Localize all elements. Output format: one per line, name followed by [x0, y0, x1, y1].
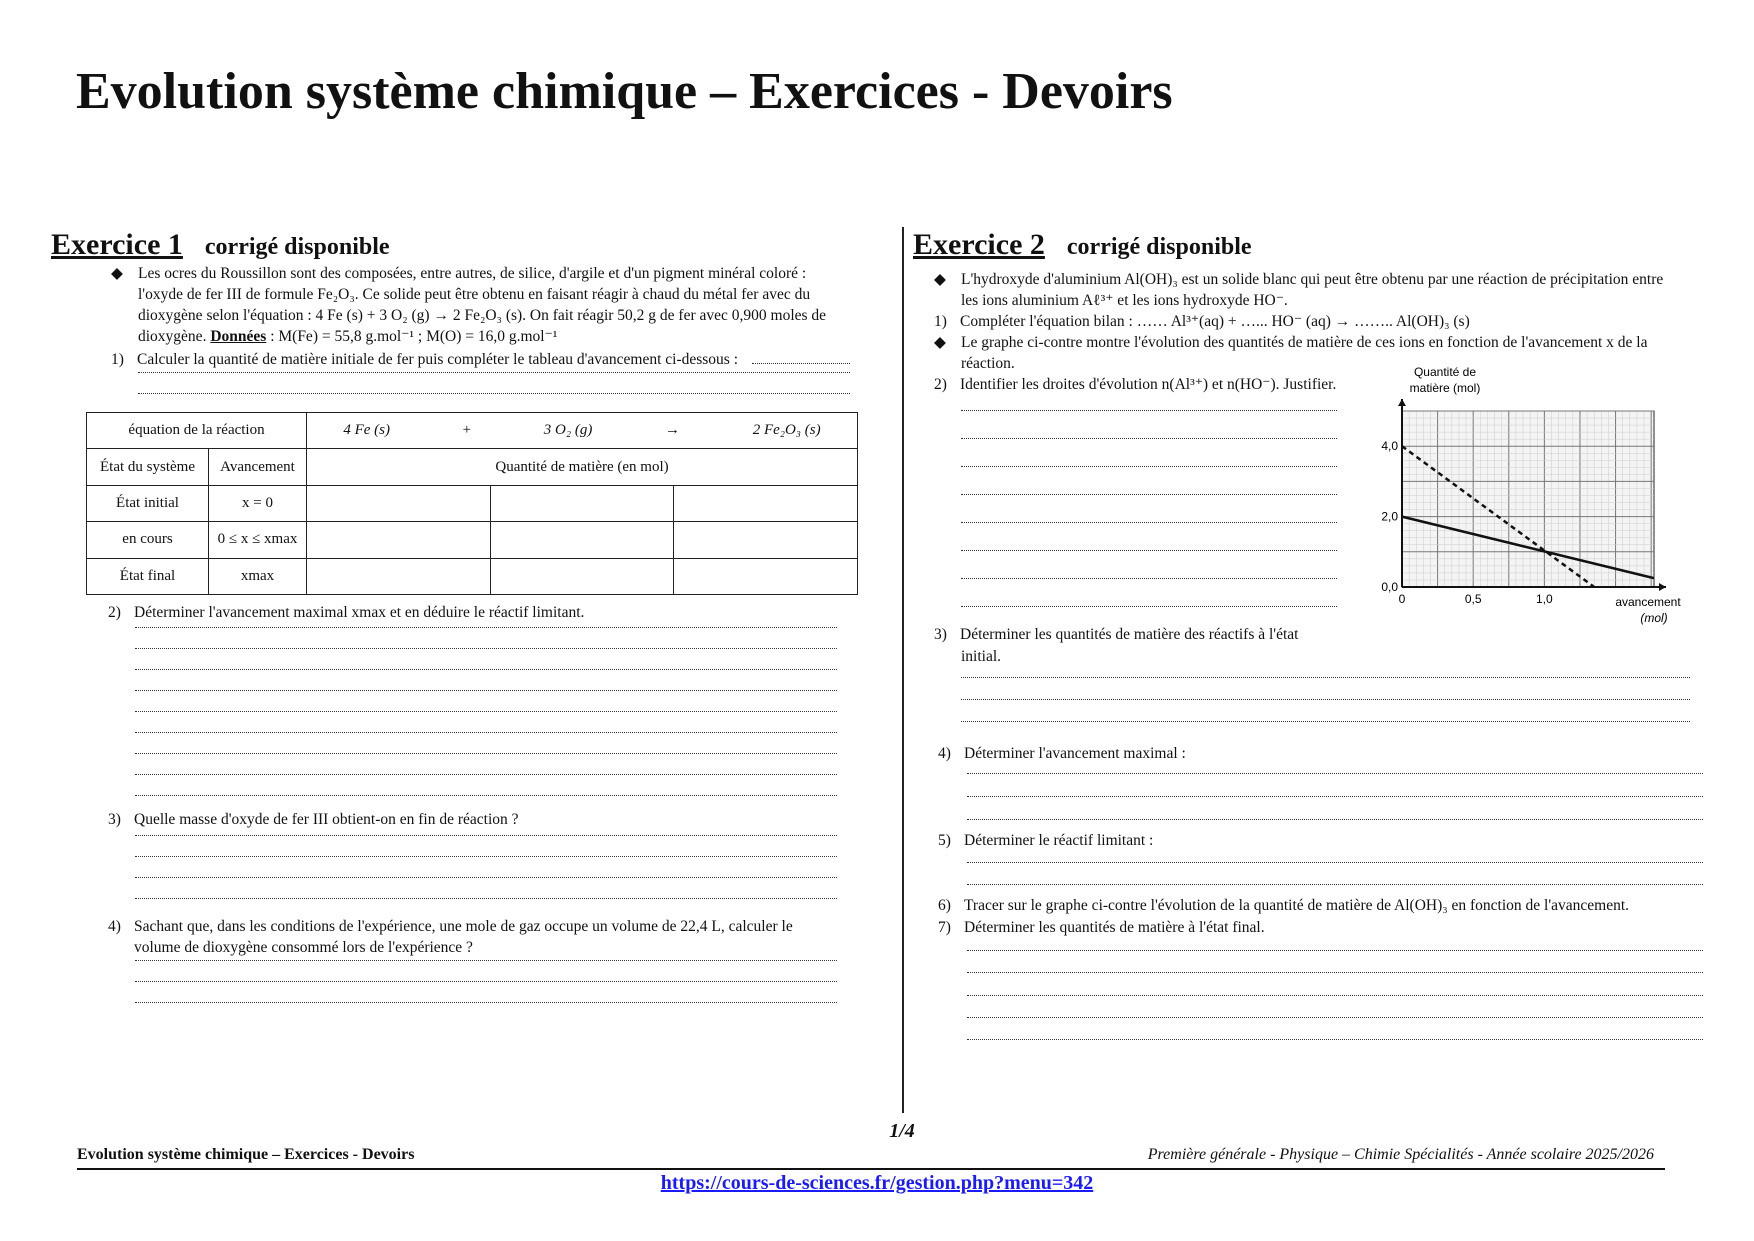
- footer-left: Evolution système chimique – Exercices - Devoirs: [77, 1146, 415, 1163]
- y-axis-arrow-icon: [1398, 399, 1406, 406]
- ex2-bullet2-line1: Le graphe ci-contre montre l'évolution des quantités de matière de ces ions en fonction de l'avancement x de la: [961, 334, 1648, 351]
- question-number: 3): [108, 811, 121, 828]
- answer-cell[interactable]: [490, 485, 674, 521]
- answer-line[interactable]: [135, 1002, 837, 1003]
- question-number: 2): [934, 376, 947, 393]
- answer-cell[interactable]: [674, 522, 858, 558]
- donnees-values: : M(Fe) = 55,8 g.mol⁻¹ ; M(O) = 16,0 g.mol⁻¹: [266, 328, 558, 345]
- reactant-fe: 4 Fe (s): [343, 422, 390, 439]
- row-state: en cours: [87, 522, 209, 558]
- x-tick-label: 1,0: [1536, 592, 1553, 606]
- bullet-icon: ◆: [934, 334, 946, 351]
- header-quantity: Quantité de matière (en mol): [307, 449, 858, 485]
- question-number: 7): [938, 919, 951, 936]
- answer-line[interactable]: [961, 606, 1337, 607]
- answer-line[interactable]: [135, 856, 837, 857]
- y-tick-label: 0,0: [1381, 580, 1398, 594]
- answer-line[interactable]: [967, 950, 1703, 951]
- answer-line[interactable]: [967, 1039, 1703, 1040]
- answer-line[interactable]: [967, 1017, 1703, 1018]
- question-text: Sachant que, dans les conditions de l'expérience, une mole de gaz occupe un volume de 22,4 L, calculer le: [134, 918, 793, 935]
- header-state: État du système: [87, 449, 209, 485]
- ex1-q4: [108, 916, 793, 937]
- x-axis-arrow-icon: [1659, 583, 1666, 591]
- row-advancement: xmax: [209, 558, 307, 594]
- answer-line[interactable]: [961, 438, 1337, 439]
- question-text: Calculer la quantité de matière initiale de fer puis compléter le tableau d'avancement ci-dessous :: [137, 351, 739, 368]
- question-text: Compléter l'équation bilan : …… Al³⁺(aq) + …... HO⁻ (aq) → …….. Al(OH)₃ (s): [960, 313, 1470, 330]
- question-number: 3): [934, 626, 947, 643]
- question-number: 6): [938, 897, 951, 914]
- advancement-graph: [1370, 362, 1690, 632]
- y-tick-label: 4,0: [1381, 439, 1398, 454]
- question-text: Déterminer l'avancement maximal xmax et en déduire le réactif limitant.: [134, 604, 585, 621]
- ex2-q1: [934, 311, 1470, 332]
- question-text: Déterminer les quantités de matière à l'état final.: [964, 919, 1265, 936]
- answer-line[interactable]: [961, 550, 1337, 551]
- ex2-q7: [938, 917, 1265, 938]
- answer-line[interactable]: [135, 627, 837, 628]
- exercise-1-title: Exercice 1: [51, 228, 183, 261]
- x-tick-label: 0,5: [1464, 592, 1482, 606]
- column-divider: [902, 227, 904, 1113]
- ex2-q5: [938, 830, 1153, 851]
- table-row: [87, 485, 858, 521]
- answer-line[interactable]: [135, 877, 837, 878]
- table-row: [87, 522, 858, 558]
- ex2-bullet1-line2: les ions aluminium Aℓ³⁺ et les ions hydroxyde HO⁻.: [961, 292, 1288, 309]
- question-number: 5): [938, 832, 951, 849]
- ex2-q3-line2: initial.: [961, 648, 1002, 665]
- answer-cell[interactable]: [307, 558, 491, 594]
- row-advancement: x = 0: [209, 485, 307, 521]
- ex1-intro-last: dioxygène.: [138, 328, 207, 345]
- answer-cell[interactable]: [674, 485, 858, 521]
- answer-line[interactable]: [961, 677, 1690, 678]
- row-state: État final: [87, 558, 209, 594]
- question-text: Déterminer le réactif limitant :: [964, 832, 1154, 849]
- ex1-q2: [108, 602, 584, 623]
- answer-cell[interactable]: [490, 558, 674, 594]
- y-tick-label: 2,0: [1381, 509, 1398, 524]
- answer-line[interactable]: [752, 363, 850, 364]
- answer-line[interactable]: [135, 795, 837, 796]
- answer-line[interactable]: [135, 898, 837, 899]
- answer-line[interactable]: [967, 884, 1703, 885]
- exercise-2-heading: [913, 228, 1252, 262]
- ex1-intro-line-4: [138, 326, 557, 347]
- answer-line[interactable]: [135, 711, 837, 712]
- ex2-bullet1-line1: L'hydroxyde d'aluminium Al(OH)₃ est un solide blanc qui peut être obtenu par une réaction de précipitation entre: [961, 271, 1664, 288]
- answer-line[interactable]: [961, 494, 1337, 495]
- page-number: 1/4: [889, 1120, 915, 1142]
- ex1-intro-line-1: Les ocres du Roussillon sont des composées, entre autres, de silice, d'argile et d'un pigment minéral coloré :: [138, 265, 807, 282]
- answer-line[interactable]: [961, 721, 1690, 722]
- y-axis-label-line2: matière (mol): [1409, 381, 1481, 395]
- ex1-intro-line-3: dioxygène selon l'équation : 4 Fe (s) + 3 O₂ (g) → 2 Fe₂O₃ (s). On fait réagir 50,2 g de fer avec 0,900 moles de: [138, 307, 827, 324]
- answer-line[interactable]: [135, 835, 837, 836]
- ex2-q4: [938, 743, 1186, 764]
- answer-line[interactable]: [135, 648, 837, 649]
- ex2-bullet2-line2: réaction.: [961, 355, 1015, 372]
- equation-cell: [307, 413, 858, 449]
- ex1-q1: [111, 349, 738, 370]
- donnees-label: Données: [210, 328, 267, 345]
- ex1-q3: [108, 809, 519, 830]
- ex1-q4-line2: volume de dioxygène consommé lors de l'expérience ?: [134, 939, 473, 956]
- answer-line[interactable]: [135, 753, 837, 754]
- answer-line[interactable]: [138, 372, 850, 373]
- answer-line[interactable]: [135, 732, 837, 733]
- x-tick-label: 0: [1398, 592, 1406, 606]
- answer-line[interactable]: [967, 819, 1703, 820]
- footer-rule: [77, 1168, 1665, 1170]
- site-link[interactable]: https://cours-de-sciences.fr/gestion.php?menu=342: [660, 1172, 1094, 1194]
- exercise-1-tag: corrigé disponible: [204, 234, 390, 260]
- answer-line[interactable]: [135, 774, 837, 775]
- answer-line[interactable]: [135, 981, 837, 982]
- question-number: 4): [108, 918, 121, 935]
- exercise-1-heading: [51, 228, 390, 262]
- arrow: →: [665, 422, 681, 439]
- answer-line[interactable]: [967, 773, 1703, 774]
- plus-sign: +: [462, 422, 472, 439]
- page-title: Evolution système chimique – Exercices - Devoirs: [76, 63, 1173, 120]
- question-number: 2): [108, 604, 121, 621]
- answer-cell[interactable]: [490, 522, 674, 558]
- question-text: Identifier les droites d'évolution n(Al³⁺) et n(HO⁻). Justifier.: [960, 376, 1337, 393]
- row-state: État initial: [87, 485, 209, 521]
- x-axis-label-line2: (mol): [1640, 611, 1668, 625]
- answer-line[interactable]: [135, 960, 837, 961]
- answer-line[interactable]: [961, 522, 1337, 523]
- answer-line[interactable]: [967, 995, 1703, 996]
- answer-line[interactable]: [967, 972, 1703, 973]
- answer-line[interactable]: [138, 393, 850, 394]
- question-number: 1): [934, 313, 947, 330]
- bullet-icon: ◆: [111, 265, 123, 282]
- answer-line[interactable]: [967, 862, 1703, 863]
- product-fe2o3: 2 Fe₂O₃ (s): [752, 422, 821, 439]
- answer-line[interactable]: [961, 466, 1337, 467]
- footer-right: Première générale - Physique – Chimie Spécialités - Année scolaire 2025/2026: [1147, 1146, 1654, 1163]
- ex2-q6: [938, 895, 1629, 916]
- ex1-intro-line-2: l'oxyde de fer III de formule Fe₂O₃. Ce solide peut être obtenu en faisant réagir à chaud du métal fer avec du: [138, 286, 811, 303]
- answer-line[interactable]: [961, 410, 1337, 411]
- question-text: Déterminer les quantités de matière des réactifs à l'état: [960, 626, 1299, 643]
- reactant-o2: 3 O₂ (g): [543, 422, 593, 439]
- question-text: Quelle masse d'oxyde de fer III obtient-on en fin de réaction ?: [134, 811, 519, 828]
- header-advancement: Avancement: [209, 449, 307, 485]
- question-number: 4): [938, 745, 951, 762]
- question-text: Déterminer l'avancement maximal :: [964, 745, 1186, 762]
- plot-area: [1402, 411, 1654, 587]
- answer-cell[interactable]: [307, 522, 491, 558]
- row-advancement: 0 ≤ x ≤ xmax: [209, 522, 307, 558]
- answer-cell[interactable]: [674, 558, 858, 594]
- answer-line[interactable]: [961, 699, 1690, 700]
- x-axis-label-line1: avancement: [1615, 595, 1681, 609]
- answer-line[interactable]: [135, 690, 837, 691]
- exercise-2-tag: corrigé disponible: [1066, 234, 1252, 260]
- question-number: 1): [111, 351, 124, 368]
- ex2-q2: [934, 374, 1336, 395]
- y-axis-label-line1: Quantité de: [1413, 365, 1477, 379]
- ex2-q3: [934, 624, 1298, 645]
- progress-table: [86, 412, 858, 595]
- answer-cell[interactable]: [307, 485, 491, 521]
- answer-line[interactable]: [961, 578, 1337, 579]
- table-row: [87, 558, 858, 594]
- answer-line[interactable]: [135, 669, 837, 670]
- equation-label: équation de la réaction: [87, 413, 307, 449]
- question-text: Tracer sur le graphe ci-contre l'évolution de la quantité de matière de Al(OH)₃ en fonction de l'avancement.: [964, 897, 1630, 914]
- bullet-icon: ◆: [934, 271, 946, 288]
- exercise-2-title: Exercice 2: [913, 228, 1045, 261]
- answer-line[interactable]: [967, 796, 1703, 797]
